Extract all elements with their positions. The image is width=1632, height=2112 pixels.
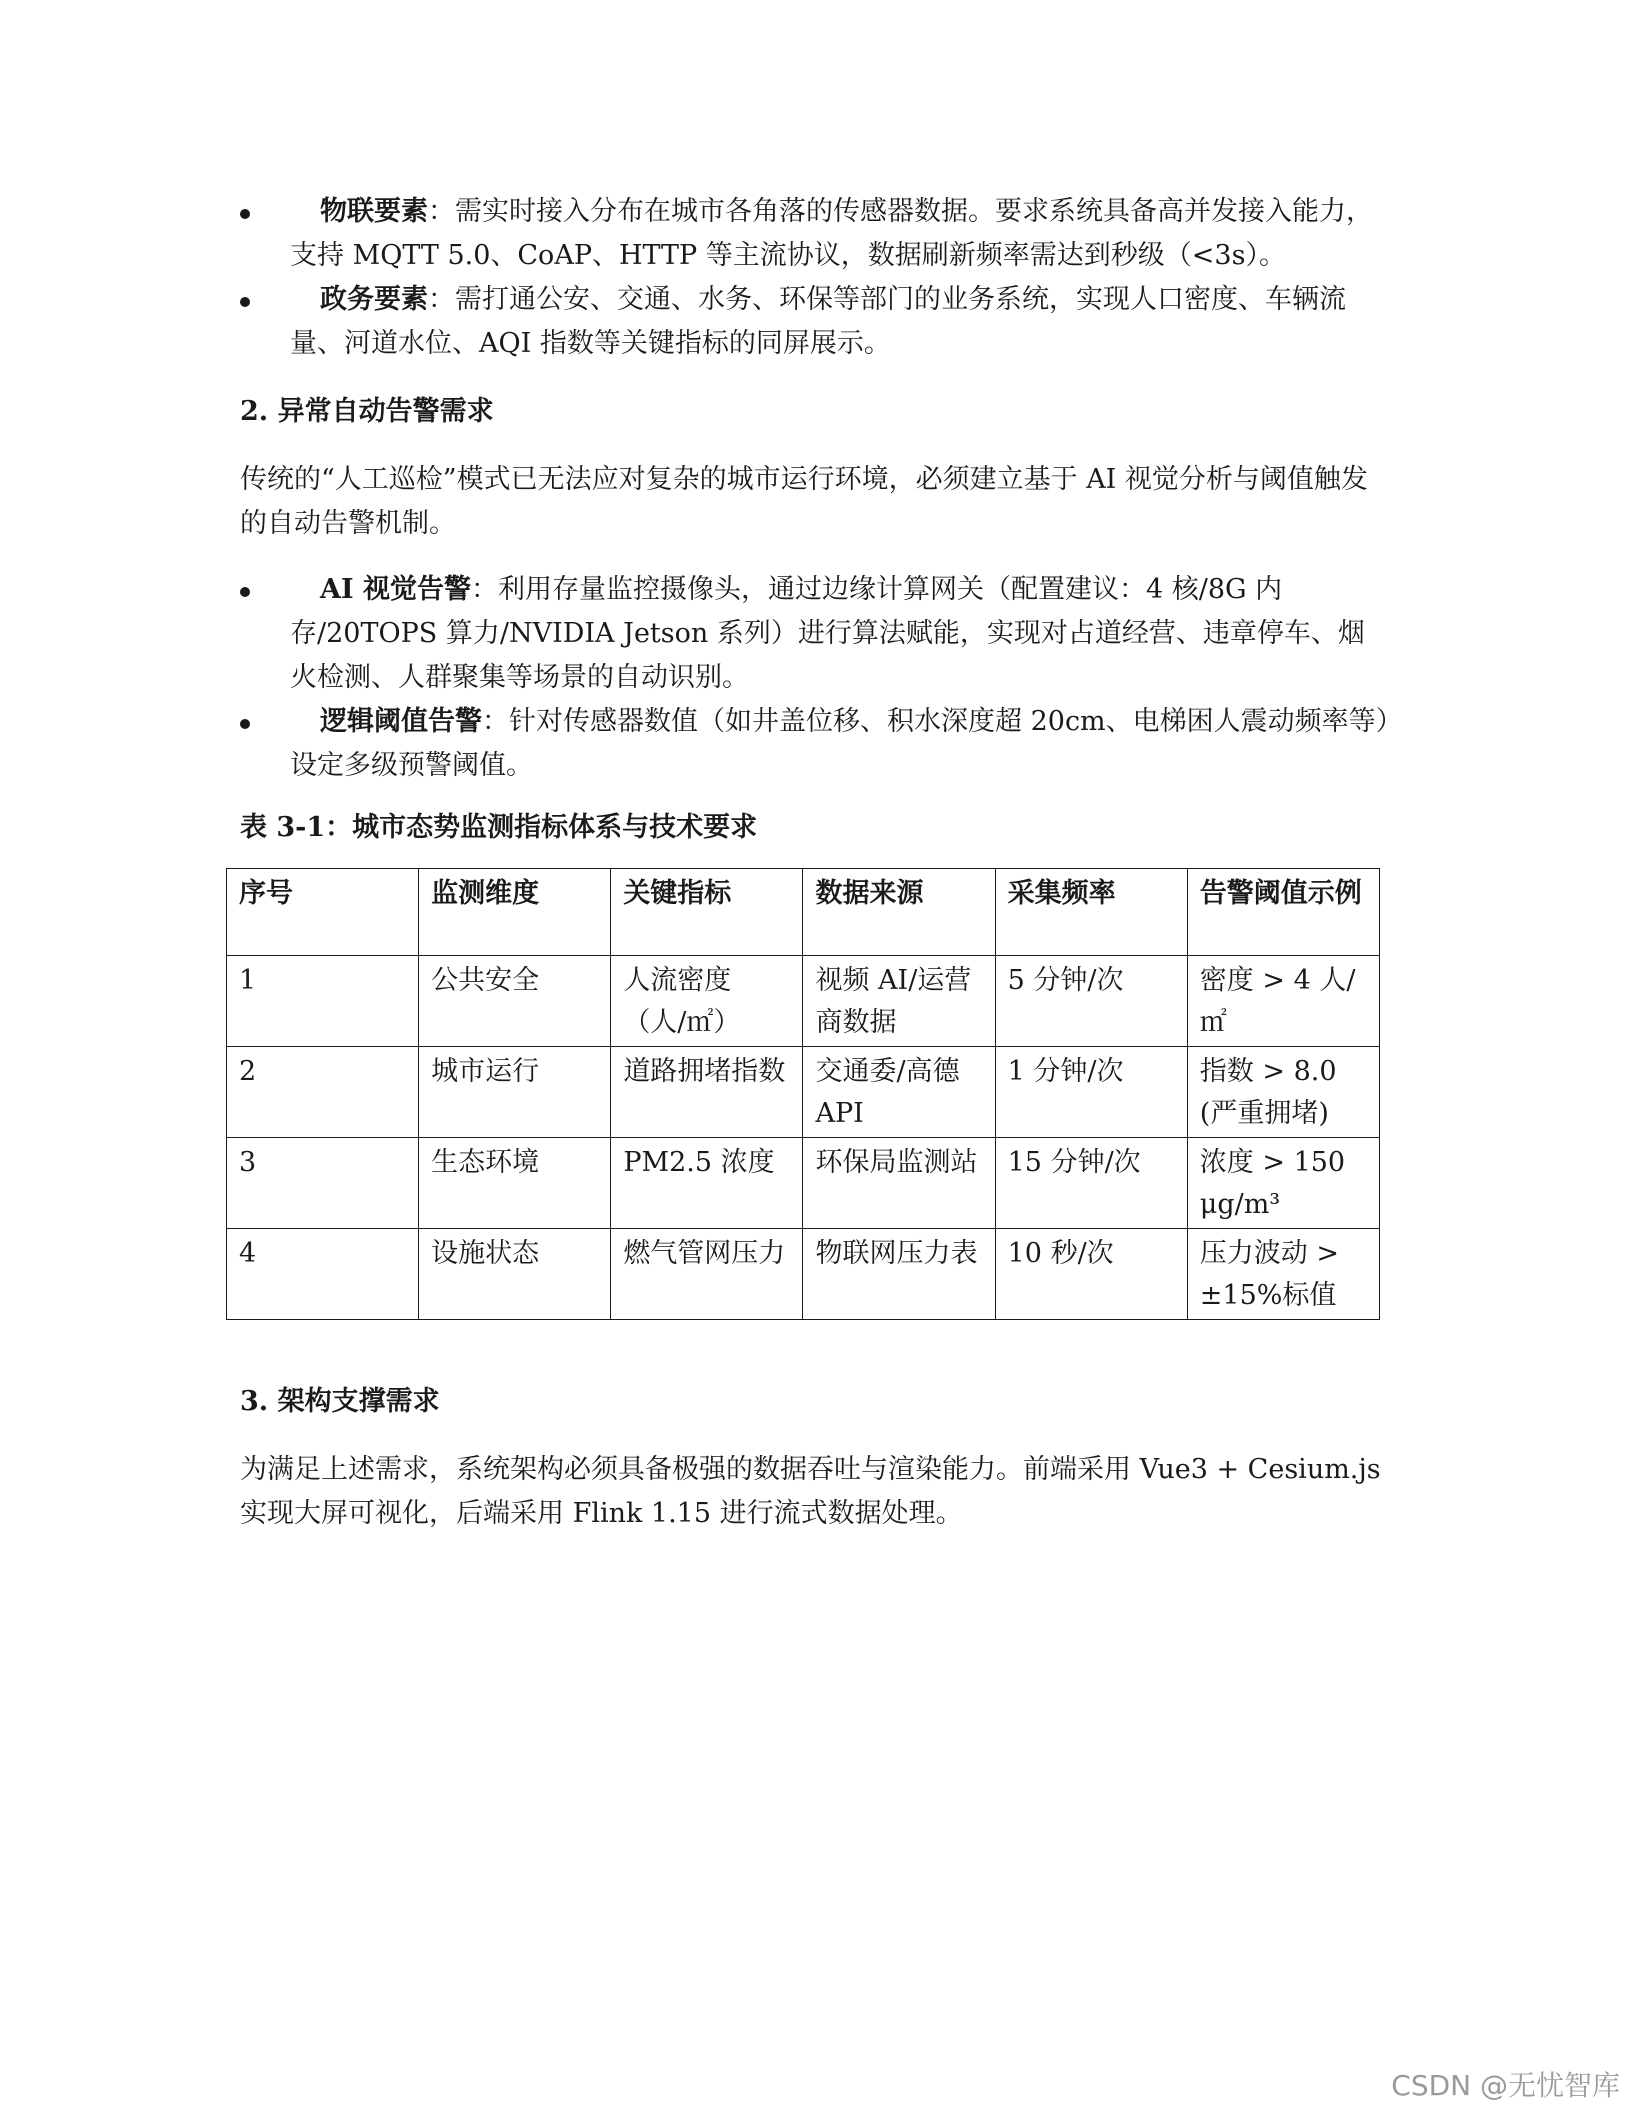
bullet-text: ：利用存量监控摄像头，通过边缘计算网关（配置建议：4 核/8G 内存/20TOPS 算力/NVIDIA Jetson 系列）进行算法赋能，实现对占道经营、违章停车、烟火检测、人群聚集等场景的自动识别。 [290,574,1365,693]
bullet-list-requirements [240,190,1390,366]
table-cell: 密度 > 4 人/㎡ [1187,956,1379,1047]
table-header-cell: 关键指标 [611,869,803,956]
table-cell: 视频 AI/运营商数据 [803,956,995,1047]
bullet-label: 物联要素 [320,196,428,227]
bullet-item-gov [240,278,1390,366]
table-cell: 浓度 > 150 μg/m³ [1187,1138,1379,1229]
table-cell: 1 分钟/次 [995,1047,1187,1138]
bullet-list-alerts [240,568,1390,788]
table-header-cell: 序号 [227,869,419,956]
table-cell: 15 分钟/次 [995,1138,1187,1229]
table-header-cell: 监测维度 [419,869,611,956]
bullet-item-iot [240,190,1390,278]
bullet-dot-icon [240,209,250,219]
table-cell: 4 [227,1229,419,1320]
bullet-item-threshold-alert [240,700,1390,788]
table-cell: 5 分钟/次 [995,956,1187,1047]
table-cell: 2 [227,1047,419,1138]
section-text-architecture: 为满足上述需求，系统架构必须具备极强的数据吞吐与渲染能力。前端采用 Vue3 + Cesium.js 实现大屏可视化，后端采用 Flink 1.15 进行流式数据处理。 [240,1454,1381,1529]
table-row [227,1138,1380,1229]
table-header-cell: 采集频率 [995,869,1187,956]
table-cell: 交通委/高德 API [803,1047,995,1138]
section-title-architecture: 3. 架构支撑需求 [240,1386,440,1417]
bullet-text: ：针对传感器数值（如井盖位移、积水深度超 20cm、电梯困人震动频率等）设定多级预警阈值。 [290,706,1390,781]
section-title-alert: 2. 异常自动告警需求 [240,396,494,427]
table-caption: 表 3-1：城市态势监测指标体系与技术要求 [240,812,758,843]
table-cell: 道路拥堵指数 [611,1047,803,1138]
table-row [227,1229,1380,1320]
table-cell: 公共安全 [419,956,611,1047]
table-cell: 人流密度（人/㎡） [611,956,803,1047]
table-cell: PM2.5 浓度 [611,1138,803,1229]
bullet-label: 政务要素 [320,284,428,315]
table-cell: 城市运行 [419,1047,611,1138]
table-row [227,956,1380,1047]
table-header-cell: 数据来源 [803,869,995,956]
table-cell: 燃气管网压力 [611,1229,803,1320]
table-cell: 指数 > 8.0 (严重拥堵) [1187,1047,1379,1138]
bullet-text: ：需打通公安、交通、水务、环保等部门的业务系统，实现人口密度、车辆流量、河道水位、AQI 指数等关键指标的同屏展示。 [290,284,1346,359]
table-cell: 压力波动 > ±15%标值 [1187,1229,1379,1320]
table-cell: 生态环境 [419,1138,611,1229]
metrics-table [226,868,1380,1320]
bullet-text: ：需实时接入分布在城市各角落的传感器数据。要求系统具备高并发接入能力，支持 MQTT 5.0、CoAP、HTTP 等主流协议，数据刷新频率需达到秒级（<3s）。 [290,196,1373,271]
watermark-text: CSDN @无忧智库 [1391,2069,1620,2102]
section-intro-alert: 传统的“人工巡检”模式已无法应对复杂的城市运行环境，必须建立基于 AI 视觉分析与阈值触发的自动告警机制。 [240,464,1368,539]
table-header-cell: 告警阈值示例 [1187,869,1379,956]
bullet-label: 逻辑阈值告警 [320,706,482,737]
table-header-row [227,869,1380,956]
table-row [227,1047,1380,1138]
bullet-item-ai-alert [240,568,1390,700]
table-cell: 环保局监测站 [803,1138,995,1229]
document-page [240,190,1390,1536]
table-cell: 3 [227,1138,419,1229]
table-cell: 物联网压力表 [803,1229,995,1320]
table-cell: 1 [227,956,419,1047]
bullet-label: AI 视觉告警 [320,574,471,605]
bullet-dot-icon [240,587,250,597]
bullet-dot-icon [240,297,250,307]
bullet-dot-icon [240,719,250,729]
table-cell: 10 秒/次 [995,1229,1187,1320]
table-cell: 设施状态 [419,1229,611,1320]
